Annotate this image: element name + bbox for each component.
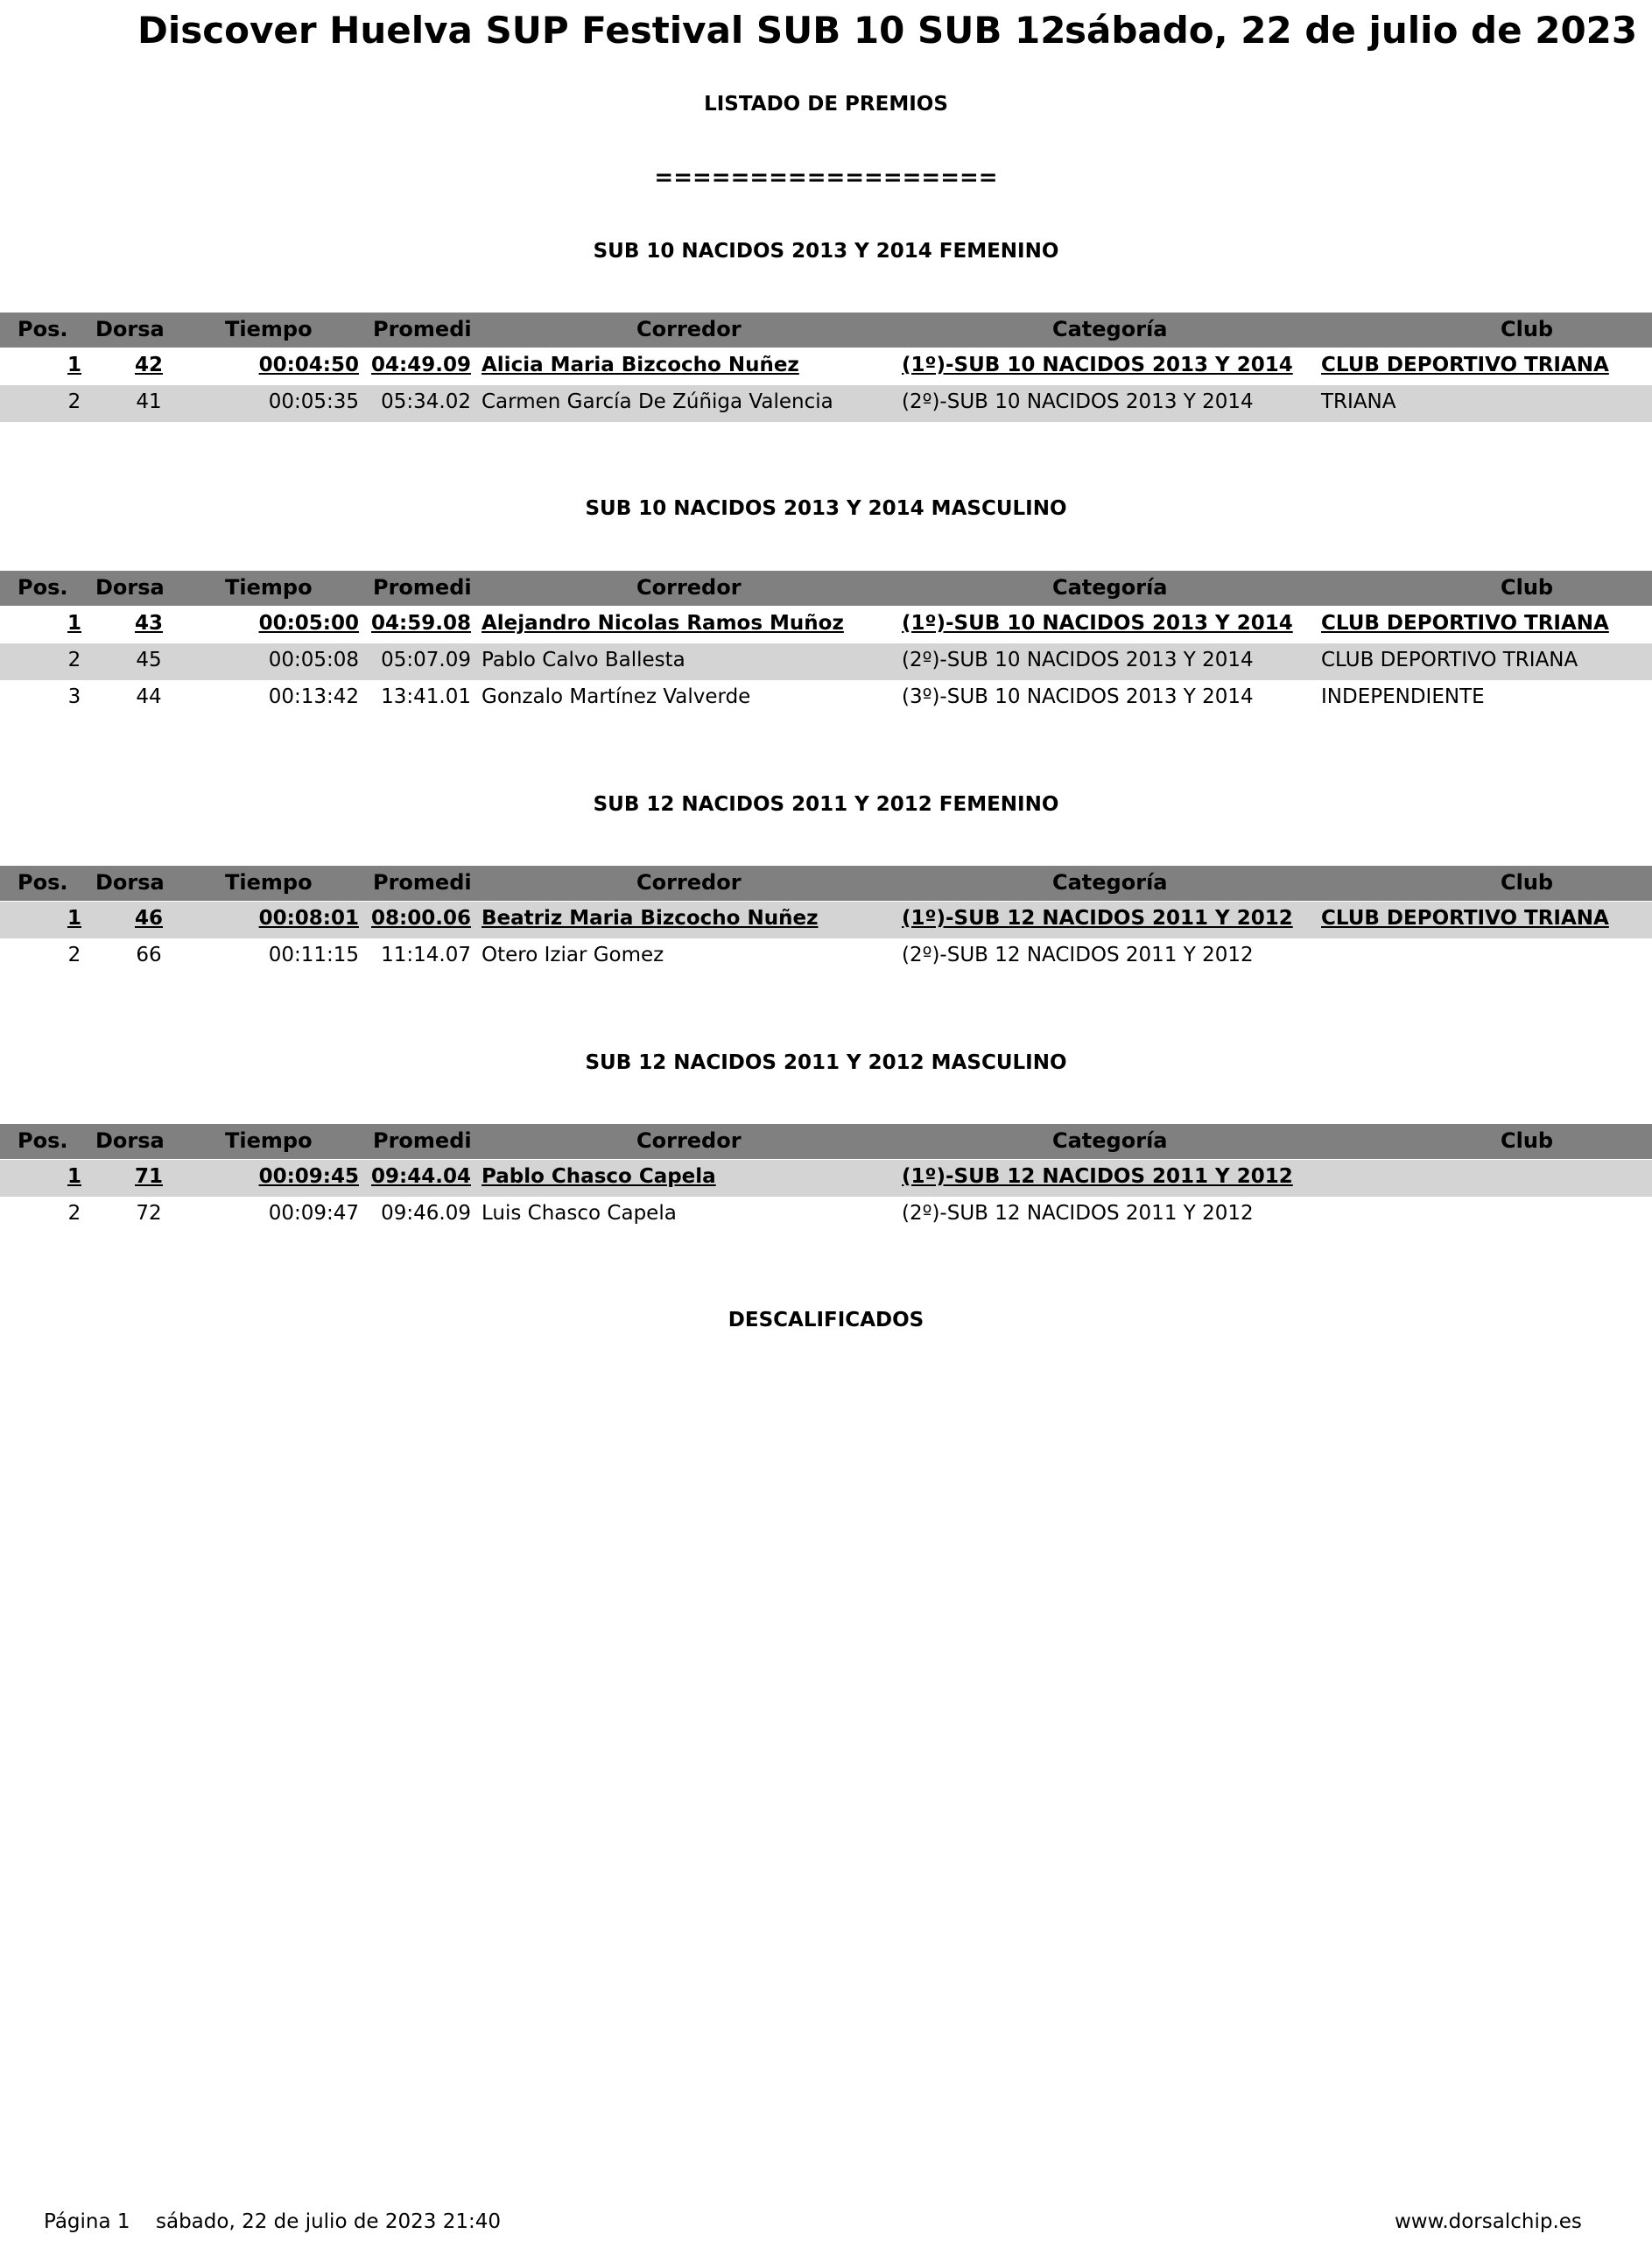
cell-club: CLUB DEPORTIVO TRIANA <box>1321 612 1609 635</box>
cell-pos: 1 <box>67 354 81 376</box>
cell-categoria: (3º)-SUB 10 NACIDOS 2013 Y 2014 <box>902 685 1254 708</box>
table-row <box>0 607 1652 643</box>
col-club: Club <box>1501 575 1554 600</box>
col-dorsal: Dorsa <box>95 575 165 600</box>
cell-corredor: Carmen García De Zúñiga Valencia <box>482 390 833 413</box>
col-pos: Pos. <box>18 1128 68 1153</box>
descalificados-heading: DESCALIFICADOS <box>728 1309 924 1331</box>
cell-club: CLUB DEPORTIVO TRIANA <box>1321 354 1609 376</box>
cell-dorsal: 43 <box>134 612 163 635</box>
results-table <box>0 313 1652 422</box>
cell-tiempo: 00:13:42 <box>268 685 359 708</box>
section-title: SUB 12 NACIDOS 2011 Y 2012 FEMENINO <box>593 793 1059 816</box>
cell-categoria: (1º)-SUB 12 NACIDOS 2011 Y 2012 <box>902 907 1293 930</box>
col-pos: Pos. <box>18 575 68 600</box>
cell-dorsal: 66 <box>136 944 162 966</box>
cell-pos: 2 <box>67 390 81 413</box>
table-header <box>0 313 1652 348</box>
cell-promedio: 05:07.09 <box>381 649 471 671</box>
cell-promedio: 08:00.06 <box>371 907 471 930</box>
col-categoria: Categoría <box>1052 1128 1168 1153</box>
cell-promedio: 04:59.08 <box>371 612 471 635</box>
cell-categoria: (2º)-SUB 12 NACIDOS 2011 Y 2012 <box>902 944 1254 966</box>
cell-corredor: Gonzalo Martínez Valverde <box>482 685 751 708</box>
cell-promedio: 13:41.01 <box>381 685 471 708</box>
table-row <box>0 385 1652 422</box>
table-header <box>0 1124 1652 1159</box>
col-corredor: Corredor <box>636 870 742 895</box>
cell-categoria: (2º)-SUB 12 NACIDOS 2011 Y 2012 <box>902 1202 1254 1225</box>
cell-pos: 1 <box>67 1165 81 1188</box>
cell-promedio: 05:34.02 <box>381 390 471 413</box>
cell-corredor: Alicia Maria Bizcocho Nuñez <box>482 354 799 376</box>
listado-heading: LISTADO DE PREMIOS <box>704 93 948 116</box>
cell-club: INDEPENDIENTE <box>1321 685 1485 708</box>
col-corredor: Corredor <box>636 1128 742 1153</box>
cell-categoria: (1º)-SUB 10 NACIDOS 2013 Y 2014 <box>902 354 1293 376</box>
section-title: SUB 10 NACIDOS 2013 Y 2014 MASCULINO <box>585 497 1067 520</box>
table-header <box>0 866 1652 901</box>
generated-timestamp: sábado, 22 de julio de 2023 21:40 <box>156 2210 502 2233</box>
col-dorsal: Dorsa <box>95 870 165 895</box>
cell-pos: 2 <box>67 1202 81 1225</box>
cell-corredor: Pablo Calvo Ballesta <box>482 649 685 671</box>
cell-pos: 3 <box>67 685 81 708</box>
website-link[interactable]: www.dorsalchip.es <box>1395 2210 1582 2233</box>
cell-promedio: 09:46.09 <box>381 1202 471 1225</box>
cell-pos: 2 <box>67 649 81 671</box>
col-promedio: Promedi <box>373 575 472 600</box>
cell-corredor: Pablo Chasco Capela <box>482 1165 716 1188</box>
cell-pos: 2 <box>67 944 81 966</box>
cell-tiempo: 00:05:00 <box>258 612 359 635</box>
cell-corredor: Alejandro Nicolas Ramos Muñoz <box>482 612 844 635</box>
document-title: Discover Huelva SUP Festival SUB 10 SUB 12 <box>137 9 1066 52</box>
cell-tiempo: 00:04:50 <box>258 354 359 376</box>
cell-pos: 1 <box>67 612 81 635</box>
cell-promedio: 09:44.04 <box>371 1165 471 1188</box>
section-title: SUB 12 NACIDOS 2011 Y 2012 MASCULINO <box>585 1051 1067 1074</box>
cell-tiempo: 00:05:35 <box>268 390 359 413</box>
col-dorsal: Dorsa <box>95 317 165 341</box>
col-tiempo: Tiempo <box>225 575 313 600</box>
table-row <box>0 938 1652 975</box>
cell-pos: 1 <box>67 907 81 930</box>
col-categoria: Categoría <box>1052 317 1168 341</box>
cell-tiempo: 00:11:15 <box>268 944 359 966</box>
col-pos: Pos. <box>18 870 68 895</box>
results-table <box>0 1124 1652 1233</box>
cell-categoria: (2º)-SUB 10 NACIDOS 2013 Y 2014 <box>902 390 1254 413</box>
cell-corredor: Luis Chasco Capela <box>482 1202 677 1225</box>
cell-tiempo: 00:09:47 <box>268 1202 359 1225</box>
cell-dorsal: 72 <box>136 1202 162 1225</box>
cell-dorsal: 71 <box>134 1165 163 1188</box>
page-number: Página 1 <box>44 2210 130 2233</box>
cell-club: CLUB DEPORTIVO TRIANA <box>1321 907 1609 930</box>
col-categoria: Categoría <box>1052 575 1168 600</box>
separator-line: ================== <box>654 165 998 191</box>
cell-dorsal: 41 <box>136 390 162 413</box>
results-table <box>0 866 1652 975</box>
cell-tiempo: 00:09:45 <box>258 1165 359 1188</box>
section-title: SUB 10 NACIDOS 2013 Y 2014 FEMENINO <box>593 240 1059 263</box>
col-corredor: Corredor <box>636 317 742 341</box>
cell-dorsal: 46 <box>134 907 163 930</box>
cell-dorsal: 44 <box>136 685 162 708</box>
cell-tiempo: 00:08:01 <box>258 907 359 930</box>
col-categoria: Categoría <box>1052 870 1168 895</box>
results-table <box>0 571 1652 717</box>
col-tiempo: Tiempo <box>225 870 313 895</box>
cell-corredor: Beatriz Maria Bizcocho Nuñez <box>482 907 819 930</box>
cell-categoria: (1º)-SUB 12 NACIDOS 2011 Y 2012 <box>902 1165 1293 1188</box>
col-club: Club <box>1501 1128 1554 1153</box>
col-promedio: Promedi <box>373 1128 472 1153</box>
cell-dorsal: 42 <box>134 354 163 376</box>
cell-club: TRIANA <box>1321 390 1396 413</box>
col-dorsal: Dorsa <box>95 1128 165 1153</box>
cell-tiempo: 00:05:08 <box>268 649 359 671</box>
table-row <box>0 680 1652 717</box>
cell-categoria: (2º)-SUB 10 NACIDOS 2013 Y 2014 <box>902 649 1254 671</box>
table-row <box>0 643 1652 680</box>
col-promedio: Promedi <box>373 870 472 895</box>
cell-club: CLUB DEPORTIVO TRIANA <box>1321 649 1578 671</box>
cell-corredor: Otero Iziar Gomez <box>482 944 664 966</box>
col-tiempo: Tiempo <box>225 317 313 341</box>
cell-categoria: (1º)-SUB 10 NACIDOS 2013 Y 2014 <box>902 612 1293 635</box>
col-club: Club <box>1501 870 1554 895</box>
cell-dorsal: 45 <box>136 649 162 671</box>
cell-promedio: 04:49.09 <box>371 354 471 376</box>
col-pos: Pos. <box>18 317 68 341</box>
table-row <box>0 348 1652 385</box>
cell-promedio: 11:14.07 <box>381 944 471 966</box>
table-row <box>0 1197 1652 1233</box>
col-tiempo: Tiempo <box>225 1128 313 1153</box>
table-row <box>0 902 1652 938</box>
col-promedio: Promedi <box>373 317 472 341</box>
col-club: Club <box>1501 317 1554 341</box>
table-header <box>0 571 1652 606</box>
event-date: sábado, 22 de julio de 2023 <box>1065 9 1638 52</box>
col-corredor: Corredor <box>636 575 742 600</box>
table-row <box>0 1160 1652 1197</box>
